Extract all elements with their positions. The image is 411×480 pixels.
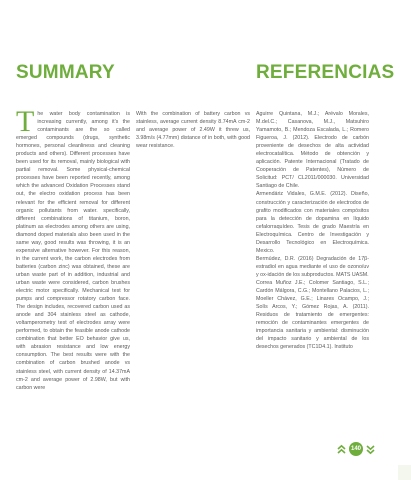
summary-column-1	[16, 105, 130, 392]
reference-entry: Correa Muñoz J.E.; Colomer Santiago, S.L.; Cardón Málgora, C.G.; Montellano Palacios, L.; Moeller Chávez, G.E.; Linares Ocampo, J.; Solís Arcos, Y.; Gómez Rojas, A. (2011). Residuos de tratamiento de emergentes: remoción de contaminantes emergentes de importancia sanitaria y ambiental: disminución del impacto sanitario y ambiental de los desechos generados (TC1D4.1). Instituto	[256, 279, 369, 351]
reference-entry: Bermúdez, D.R. (2016) Degradación de 17β-estradiol en agua mediante el uso de ozono/uv y ox-idación de los subproductos. MATS UASM.	[256, 255, 369, 278]
summary-paragraph-2: With the combination of battery carbon vs stainless, average current density 8.74mA cm-2 and average power of 2.49W it threw us, 3.98m/s (4.77mm) distance of in both, with good wear resistance.	[136, 111, 250, 150]
references-list	[256, 110, 369, 351]
reference-entry: Armendáriz Vidales, G.M.E. (2012). Diseño, construcción y caracterización de electrodos de grafito modificados con materiales compósitos para la detección de dopamina en líquido cefalorraquídeo. Tesis de grado Maestría en Electroquímica. Centro de Investigación y Desarrollo Tecnológico en Electroquímica. Mexico.	[256, 191, 369, 254]
page-number-badge: 140	[349, 442, 363, 456]
reference-entry: Aguirre Quintana, M.J.; Arévalo Morales, M.del.C.; Casanova, M.J., Matsuhiro Yamamoto, B.; Mendoza Escalada, L.; Romero Figueroa, J. (2012). Electrodo de carbón proveniente de desechos de alta actividad electrocatalítica. Método de obtención y aplicación. Patente Internacional (Tratado de Cooperación de Patentes), Número de Solicitud: PCT/ CL2011/000030. Universidad Santiago de Chile.	[256, 111, 369, 190]
summary-heading: SUMMARY	[16, 62, 115, 83]
page-navigation	[336, 442, 376, 456]
page-edge-decoration	[398, 465, 411, 480]
summary-column-2	[136, 110, 250, 150]
summary-paragraph-1: he water body contamination is increasing currently, among it's the contaminants are the so called emerged compounds (drugs, synthetic hormones, personal cleanliness and cleaning products and others). Different processes have been used for its removal, mainly biological with partial removal. Some physical-chemical processes have been reported recently, among which the advanced Oxidation Processes stand out, the electro oxidation process has been relevant for the efficient removal for different organic pollutants from water. specifically, different combinations of titanium, boron, platinum as electrodes among others are using, diamond doped materials also been used in the same way, good results was throwing, it is an expensive alternative however. For this reason, in the current work, the carbon electrodes from batteries (carbon zinc) was obtained, these are urban waste part of in addition, industrial and urban waste were considered, carbon brushes electric motor specifically. Mechanical test for pumps and compressor rotatory carbon face. The design includes, recovered carbon used as anode and 304 stainless steel as cathode, voltamperometry test of electrodes array were performed, to obtain the feasible anode cathode combination that better EO behavior give us, with abrasion resistance and low energy consumption. The best results were with the combination of carbon brushed anode vs stainless steel, with current density of 14.37mA cm-2 and average power of 2.98W, but with carbon were	[16, 111, 130, 391]
double-chevron-down-icon[interactable]	[365, 443, 376, 455]
references-heading: REFERENCIAS	[256, 62, 395, 83]
double-chevron-up-icon[interactable]	[336, 443, 347, 455]
drop-cap: T	[16, 105, 35, 138]
